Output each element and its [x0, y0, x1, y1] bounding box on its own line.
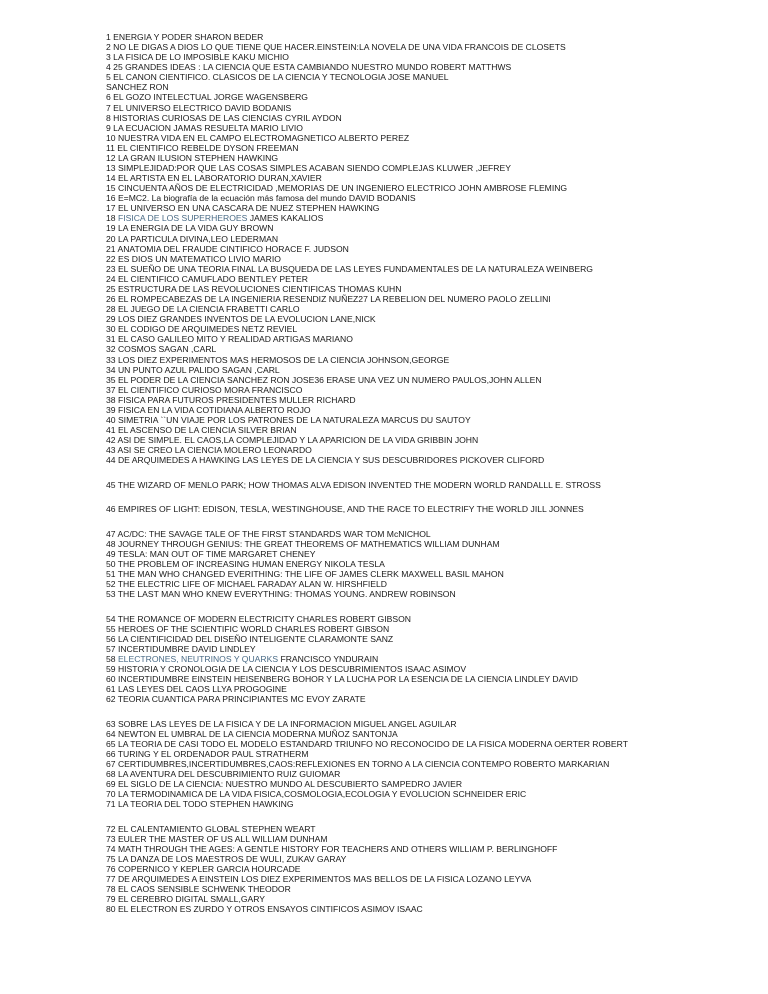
section-gap [106, 514, 766, 528]
section-gap [106, 465, 766, 479]
list-item: 63 SOBRE LAS LEYES DE LA FISICA Y DE LA INFORMACION MIGUEL ANGEL AGUILAR [106, 718, 457, 729]
list-item: 15 CINCUENTA AÑOS DE ELECTRICIDAD ,MEMORIAS DE UN INGENIERO ELECTRICO JOHN AMBROSE FLEMING [106, 183, 568, 194]
list-item: 21 ANATOMIA DEL FRAUDE CINTIFICO HORACE F. JUDSON [106, 243, 349, 254]
list-item: 33 LOS DIEZ EXPERIMENTOS MAS HERMOSOS DE LA CIENCIA JOHNSON,GEORGE [106, 354, 450, 365]
list-item: 69 EL SIGLO DE LA CIENCIA: NUESTRO MUNDO AL DESCUBIERTO SAMPEDRO JAVIER [106, 779, 463, 790]
list-item: 45 THE WIZARD OF MENLO PARK; HOW THOMAS ALVA EDISON INVENTED THE MODERN WORLD RANDALLL E. STROSS [106, 479, 601, 490]
list-item: 62 TEORIA CUANTICA PARA PRINCIPIANTES MC EVOY ZARATE [106, 694, 366, 705]
list-item: 76 COPERNICO Y KEPLER GARCIA HOURCADE [106, 864, 301, 875]
list-item: 79 EL CEREBRO DIGITAL SMALL,GARY [106, 894, 266, 905]
list-item: SANCHEZ RON [106, 82, 169, 93]
list-item: 25 ESTRUCTURA DE LAS REVOLUCIONES CIENTIFICAS THOMAS KUHN [106, 283, 402, 294]
list-item: 28 EL JUEGO DE LA CIENCIA FRABETTI CARLO [106, 304, 300, 315]
list-item: 13 SIMPLEJIDAD:POR QUE LAS COSAS SIMPLES ACABAN SIENDO COMPLEJAS KLUWER ,JEFREY [106, 163, 511, 174]
list-item: 43 ASI SE CREO LA CIENCIA MOLERO LEONARDO [106, 445, 312, 456]
item-number: 18 [106, 213, 118, 224]
list-item: 4 25 GRANDES IDEAS : LA CIENCIA QUE ESTA CAMBIANDO NUESTRO MUNDO ROBERT MATTHWS [106, 62, 512, 73]
list-item: 80 EL ELECTRON ES ZURDO Y OTROS ENSAYOS CINTIFICOS ASIMOV ISAAC [106, 904, 423, 915]
book-list [106, 32, 766, 915]
list-item: 55 HEROES OF THE SCIENTIFIC WORLD CHARLES ROBERT GIBSON [106, 623, 390, 634]
list-item: 11 EL CIENTIFICO REBELDE DYSON FREEMAN [106, 142, 299, 153]
list-item: 23 EL SUEÑO DE UNA TEORIA FINAL LA BUSQUEDA DE LAS LEYES FUNDAMENTALES DE LA NATURALEZA WEINBERG [106, 263, 593, 274]
list-item [106, 654, 766, 664]
section-gap [106, 704, 766, 718]
list-item: 39 FISICA EN LA VIDA COTIDIANA ALBERTO ROJO [106, 404, 311, 415]
list-item: 52 THE ELECTRIC LIFE OF MICHAEL FARADAY ALAN W. HIRSHFIELD [106, 579, 387, 590]
list-item: 40 SIMETRIA ``UN VIAJE POR LOS PATRONES DE LA NATURALEZA MARCUS DU SAUTOY [106, 414, 471, 425]
list-item: 1 ENERGIA Y PODER SHARON BEDER [106, 32, 264, 42]
list-item: 46 EMPIRES OF LIGHT: EDISON, TESLA, WESTINGHOUSE, AND THE RACE TO ELECTRIFY THE WORLD JILL JONNES [106, 504, 584, 515]
list-item: 75 LA DANZA DE LOS MAESTROS DE WULI, ZUKAV GARAY [106, 854, 347, 865]
list-item: 60 INCERTIDUMBRE EINSTEIN HEISENBERG BOHOR Y LA LUCHA POR LA ESENCIA DE LA CIENCIA LINDLEY DAVID [106, 674, 579, 685]
list-item: 68 LA AVENTURA DEL DESCUBRIMIENTO RUIZ GUIOMAR [106, 769, 341, 780]
item-number: 58 [106, 653, 118, 664]
list-item: 42 ASI DE SIMPLE. EL CAOS,LA COMPLEJIDAD Y LA APARICION DE LA VIDA GRIBBIN JOHN [106, 435, 479, 446]
list-item: 2 NO LE DIGAS A DIOS LO QUE TIENE QUE HACER.EINSTEIN:LA NOVELA DE UNA VIDA FRANCOIS DE CLOSETS [106, 42, 566, 53]
item-author: FRANCISCO YNDURAIN [278, 653, 379, 664]
list-item: 38 FISICA PARA FUTUROS PRESIDENTES MULLER RICHARD [106, 394, 356, 405]
list-item: 77 DE ARQUIMEDES A EINSTEIN LOS DIEZ EXPERIMENTOS MAS BELLOS DE LA FISICA LOZANO LEYVA [106, 874, 532, 885]
list-item: 32 COSMOS SAGAN ,CARL [106, 344, 217, 355]
section-gap [106, 599, 766, 613]
list-item: 26 EL ROMPECABEZAS DE LA INGENIERIA RESENDIZ NUÑEZ27 LA REBELION DEL NUMERO PAOLO ZELLINI [106, 294, 551, 305]
list-item: 61 LAS LEYES DEL CAOS LLYA PROGOGINE [106, 684, 287, 695]
highlighted-title-link[interactable]: FISICA DE LOS SUPERHEROES [117, 213, 248, 224]
list-item: 7 EL UNIVERSO ELECTRICO DAVID BODANIS [106, 102, 292, 113]
list-item: 72 EL CALENTAMIENTO GLOBAL STEPHEN WEART [106, 823, 316, 834]
list-item: 56 LA CIENTIFICIDAD DEL DISEÑO INTELIGENTE CLARAMONTE SANZ [106, 633, 394, 644]
list-item: 12 LA GRAN ILUSION STEPHEN HAWKING [106, 152, 279, 163]
list-item: 34 UN PUNTO AZUL PALIDO SAGAN ,CARL [106, 364, 280, 375]
list-item: 35 EL PODER DE LA CIENCIA SANCHEZ RON JOSE36 ERASE UNA VEZ UN NUMERO PAULOS,JOHN ALLEN [106, 374, 542, 385]
list-item: 30 EL CODIGO DE ARQUIMEDES NETZ REVIEL [106, 324, 298, 335]
section-gap [106, 809, 766, 823]
list-item: 17 EL UNIVERSO EN UNA CASCARA DE NUEZ STEPHEN HAWKING [106, 203, 380, 214]
section-gap [106, 490, 766, 504]
list-item: 10 NUESTRA VIDA EN EL CAMPO ELECTROMAGNETICO ALBERTO PEREZ [106, 132, 410, 143]
list-item: 54 THE ROMANCE OF MODERN ELECTRICITY CHARLES ROBERT GIBSON [106, 613, 411, 624]
list-item: 73 EULER THE MASTER OF US ALL WILLIAM DUNHAM [106, 833, 328, 844]
list-item: 50 THE PROBLEM OF INCREASING HUMAN ENERGY NIKOLA TESLA [106, 558, 385, 569]
list-item: 64 NEWTON EL UMBRAL DE LA CIENCIA MODERNA MUÑOZ SANTONJA [106, 728, 398, 739]
list-item: 74 MATH THROUGH THE AGES: A GENTLE HISTORY FOR TEACHERS AND OTHERS WILLIAM P. BERLINGHOFF [106, 843, 558, 854]
list-item: 3 LA FISICA DE LO IMPOSIBLE KAKU MICHIO [106, 52, 289, 63]
list-item: 47 AC/DC: THE SAVAGE TALE OF THE FIRST STANDARDS WAR TOM McNICHOL [106, 528, 431, 539]
list-item: 19 LA ENERGIA DE LA VIDA GUY BROWN [106, 223, 274, 234]
item-author: JAMES KAKALIOS [247, 213, 324, 224]
list-item: 51 THE MAN WHO CHANGED EVERITHING: THE LIFE OF JAMES CLERK MAXWELL BASIL MAHON [106, 569, 504, 579]
list-item: 71 LA TEORIA DEL TODO STEPHEN HAWKING [106, 799, 294, 810]
list-item: 65 LA TEORIA DE CASI TODO EL MODELO ESTANDARD TRIUNFO NO RECONOCIDO DE LA FISICA MODERNA OERTER ROBERT [106, 738, 628, 749]
list-item: 20 LA PARTICULA DIVINA,LEO LEDERMAN [106, 233, 279, 244]
list-item: 24 EL CIENTIFICO CAMUFLADO BENTLEY PETER [106, 273, 308, 284]
list-item: 22 ES DIOS UN MATEMATICO LIVIO MARIO [106, 253, 281, 264]
list-item: 14 EL ARTISTA EN EL LABORATORIO DURAN,XAVIER [106, 173, 322, 184]
list-item: 6 EL GOZO INTELECTUAL JORGE WAGENSBERG [106, 92, 308, 103]
list-item: 53 THE LAST MAN WHO KNEW EVERYTHING: THOMAS YOUNG. ANDREW ROBINSON [106, 589, 456, 600]
list-item: 29 LOS DIEZ GRANDES INVENTOS DE LA EVOLUCION LANE,NICK [106, 314, 376, 325]
list-item: 67 CERTIDUMBRES,INCERTIDUMBRES,CAOS:REFLEXIONES EN TORNO A LA CIENCIA CONTEMPO ROBERTO MARKARIAN [106, 759, 610, 770]
list-item: 8 HISTORIAS CURIOSAS DE LAS CIENCIAS CYRIL AYDON [106, 112, 342, 123]
list-item: 41 EL ASCENSO DE LA CIENCIA SILVER BRIAN [106, 425, 297, 436]
list-item: 31 EL CASO GALILEO MITO Y REALIDAD ARTIGAS MARIANO [106, 334, 353, 345]
highlighted-title-link[interactable]: ELECTRONES, NEUTRINOS Y QUARKS [117, 653, 279, 664]
list-item: 48 JOURNEY THROUGH GENIUS: THE GREAT THEOREMS OF MATHEMATICS WILLIAM DUNHAM [106, 538, 500, 549]
list-item: 5 EL CANON CIENTIFICO. CLASICOS DE LA CIENCIA Y TECNOLOGIA JOSE MANUEL [106, 72, 449, 83]
list-item: 78 EL CAOS SENSIBLE SCHWENK THEODOR [106, 884, 291, 895]
list-item [106, 213, 766, 223]
list-item: 16 E=MC2. La biografía de la ecuación más famosa del mundo DAVID BODANIS [106, 193, 416, 204]
list-item: 44 DE ARQUIMEDES A HAWKING LAS LEYES DE LA CIENCIA Y SUS DESCUBRIDORES PICKOVER CLIFORD [106, 455, 545, 466]
list-item: 70 LA TERMODINAMICA DE LA VIDA FISICA,COSMOLOGIA,ECOLOGIA Y EVOLUCION SCHNEIDER ERIC [106, 789, 527, 800]
list-item: 59 HISTORIA Y CRONOLOGIA DE LA CIENCIA Y LOS DESCUBRIMIENTOS ISAAC ASIMOV [106, 664, 467, 675]
list-item: 66 TURING Y EL ORDENADOR PAUL STRATHERM [106, 748, 309, 759]
list-item: 49 TESLA: MAN OUT OF TIME MARGARET CHENEY [106, 548, 316, 559]
list-item: 37 EL CIENTIFICO CURIOSO MORA FRANCISCO [106, 384, 303, 395]
list-item: 57 INCERTIDUMBRE DAVID LINDLEY [106, 643, 256, 654]
list-item: 9 LA ECUACION JAMAS RESUELTA MARIO LIVIO [106, 122, 303, 133]
